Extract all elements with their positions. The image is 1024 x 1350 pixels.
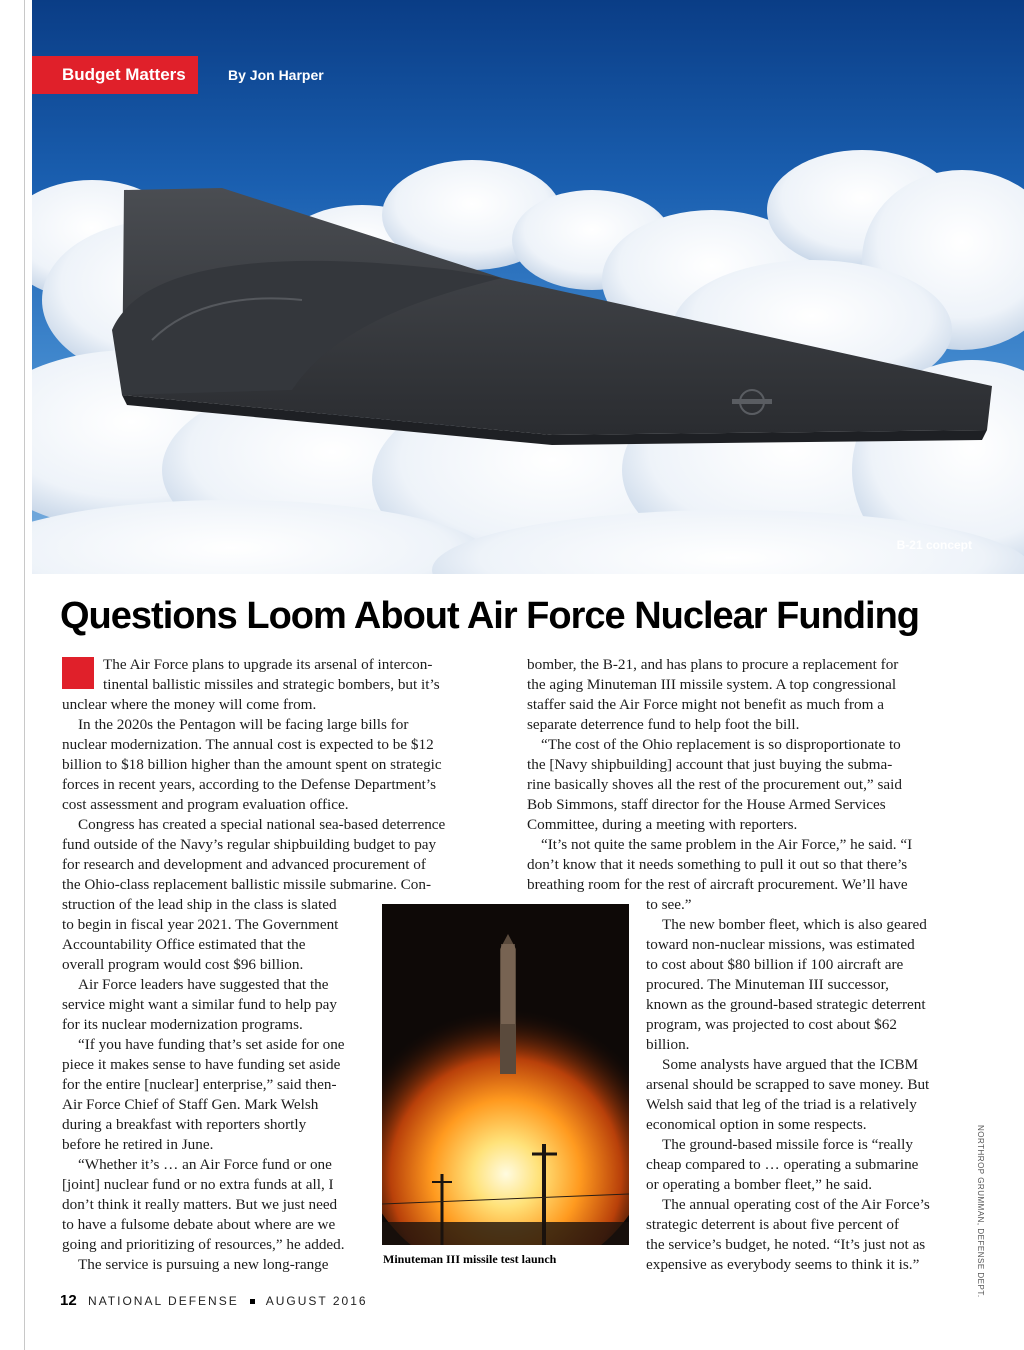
body-line: bomber, the B-21, and has plans to procure a replacement for <box>527 656 899 673</box>
body-line: during a breakfast with reporters shortly <box>62 1116 307 1133</box>
body-line: The new bomber fleet, which is also geared <box>662 916 927 933</box>
body-line: billion. <box>646 1036 690 1053</box>
body-line: don’t think it really matters. But we just need <box>62 1196 338 1213</box>
body-line: billion to $18 billion higher than the amount spent on strategic <box>62 756 442 773</box>
body-line: Congress has created a special national sea-based deterrence <box>78 816 446 833</box>
page-footer <box>60 1292 368 1309</box>
body-line: cheap compared to … operating a submarine <box>646 1156 919 1173</box>
body-line: to begin in fiscal year 2021. The Government <box>62 916 339 933</box>
body-line: don’t know that it needs something to pull it out so that there’s <box>527 856 908 873</box>
body-line: “Whether it’s … an Air Force fund or one <box>78 1156 332 1173</box>
body-line: procured. The Minuteman III successor, <box>646 976 889 993</box>
body-line: expensive as everybody seems to think it is.” <box>646 1256 920 1273</box>
body-line: staffer said the Air Force might not benefit as much from a <box>527 696 884 713</box>
body-line: economical option in some respects. <box>646 1116 867 1133</box>
body-line: [joint] nuclear fund or no extra funds at all, I <box>62 1176 334 1193</box>
body-line: strategic deterrent is about five percent of <box>646 1216 900 1233</box>
body-line: “It’s not quite the same problem in the Air Force,” he said. “I <box>541 836 913 853</box>
body-line: for the entire [nuclear] enterprise,” said then- <box>62 1076 337 1093</box>
hero-caption: B-21 concept <box>896 538 972 552</box>
body-line: to have a fulsome debate about where are we <box>62 1216 336 1233</box>
issue-date: AUGUST 2016 <box>265 1294 368 1308</box>
body-line: “The cost of the Ohio replacement is so disproportionate to <box>541 736 901 753</box>
page-margin-rule <box>24 0 25 1350</box>
photo-credit-text: NORTHROP GRUMMAN, DEFENSE DEPT. <box>976 1125 985 1298</box>
magazine-name: NATIONAL DEFENSE <box>88 1294 239 1308</box>
missile-launch-photo <box>382 904 629 1245</box>
body-line: toward non-nuclear missions, was estimated <box>646 936 915 953</box>
body-line: Bob Simmons, staff director for the House Armed Services <box>527 796 886 813</box>
body-line: The annual operating cost of the Air Force’s <box>662 1196 930 1213</box>
body-line: to cost about $80 billion if 100 aircraft are <box>646 956 904 973</box>
body-line: cost assessment and program evaluation office. <box>62 796 349 813</box>
body-line: arsenal should be scrapped to save money. But <box>646 1076 930 1093</box>
body-line: the aging Minuteman III missile system. A top congressional <box>527 676 897 693</box>
body-line: Air Force leaders have suggested that the <box>78 976 329 993</box>
body-line: Air Force Chief of Staff Gen. Mark Welsh <box>62 1096 319 1113</box>
body-line: separate deterrence fund to help foot the bill. <box>527 716 800 733</box>
byline: By Jon Harper <box>228 67 324 83</box>
body-line: rine basically shoves all the rest of the procurement out,” said <box>527 776 902 793</box>
body-line: program, was projected to cost about $62 <box>646 1016 897 1033</box>
body-line: for its nuclear modernization programs. <box>62 1016 303 1033</box>
body-line: The ground-based missile force is “really <box>662 1136 913 1153</box>
body-line: breathing room for the rest of aircraft procurement. We’ll have <box>527 876 908 893</box>
body-line: service might want a similar fund to help pay <box>62 996 337 1013</box>
page-number: 12 <box>60 1292 77 1309</box>
body-line: tinental ballistic missiles and strategic bombers, but it’s <box>103 676 440 693</box>
missile-launch-illustration <box>382 904 629 1245</box>
body-line: nuclear modernization. The annual cost is expected to be $12 <box>62 736 434 753</box>
body-line: piece it makes sense to have funding set aside <box>62 1056 341 1073</box>
body-line: Accountability Office estimated that the <box>62 936 306 953</box>
body-line: Welsh said that leg of the triad is a relatively <box>646 1096 917 1113</box>
body-line: struction of the lead ship in the class is slated <box>62 896 337 913</box>
section-badge: Budget Matters <box>32 56 198 94</box>
body-line: the service’s budget, he noted. “It’s just not as <box>646 1236 926 1253</box>
body-line: “If you have funding that’s set aside for one <box>78 1036 345 1053</box>
body-line: to see.” <box>646 896 692 913</box>
body-line: known as the ground-based strategic deterrent <box>646 996 926 1013</box>
body-line: forces in recent years, according to the Defense Department’s <box>62 776 437 793</box>
drop-cap-square <box>62 657 94 689</box>
body-line: fund outside of the Navy’s regular shipbuilding budget to pay <box>62 836 437 853</box>
headline: Questions Loom About Air Force Nuclear Funding <box>60 595 919 637</box>
body-line: Some analysts have argued that the ICBM <box>662 1056 919 1073</box>
body-line: the Ohio-class replacement ballistic missile submarine. Con- <box>62 876 432 893</box>
footer-separator <box>250 1299 255 1304</box>
body-line: Committee, during a meeting with reporters. <box>527 816 798 833</box>
photo-caption: Minuteman III missile test launch <box>383 1252 557 1266</box>
body-line: going and prioritizing of resources,” he added. <box>62 1236 345 1253</box>
body-line: The Air Force plans to upgrade its arsenal of intercon- <box>103 656 433 673</box>
body-line: or operating a bomber fleet,” he said. <box>646 1176 873 1193</box>
body-line: for research and development and advanced procurement of <box>62 856 426 873</box>
photo-credit <box>976 1125 999 1298</box>
body-line: unclear where the money will come from. <box>62 696 317 713</box>
body-line: The service is pursuing a new long-range <box>78 1256 329 1273</box>
body-line: In the 2020s the Pentagon will be facing large bills for <box>78 716 409 733</box>
body-line: the [Navy shipbuilding] account that just buying the subma- <box>527 756 893 773</box>
body-line: before he retired in June. <box>62 1136 214 1153</box>
body-line: overall program would cost $96 billion. <box>62 956 304 973</box>
hero-photo-b21 <box>32 0 1024 574</box>
